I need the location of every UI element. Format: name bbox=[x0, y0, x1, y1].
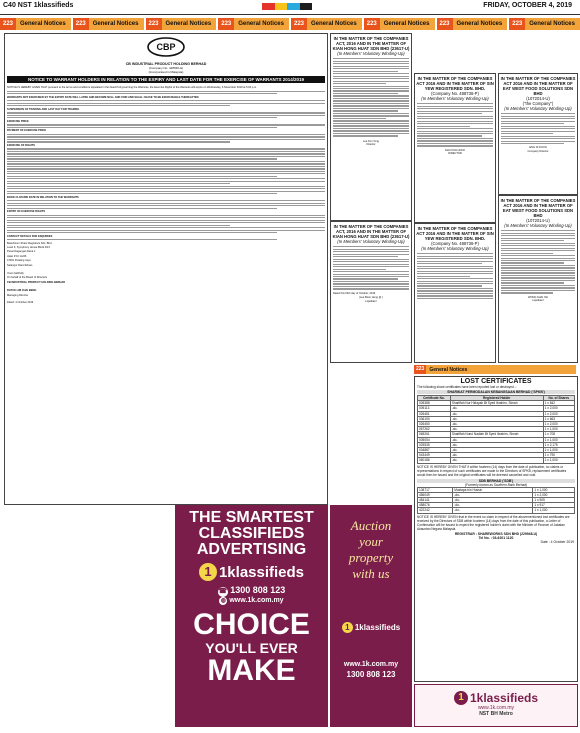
signer: GAN KOH HOCK bbox=[444, 148, 466, 152]
notice-eat-west-2 bbox=[498, 195, 578, 363]
table-row: 036190 -do- 1 x 663 bbox=[418, 416, 575, 421]
section-tab[interactable]: 223 General Notices bbox=[364, 18, 435, 30]
table-row: 034887 -do- 1 x 1,000 bbox=[418, 448, 575, 453]
signer-title: Managing Director bbox=[7, 293, 29, 297]
notice-sin-yew-1 bbox=[414, 73, 496, 223]
registrar-tel: Tel No. : 03-6201 1120 bbox=[478, 535, 514, 540]
table-row: 108717 Mustapa bin Hussin 1 x 1,000 bbox=[418, 487, 575, 492]
table-row: 060186 -do- 1 x 1,000 bbox=[418, 458, 575, 463]
notice-title: IN THE MATTER OF THE COMPANIES ACT 2016 AND IN THE MATTER OF SIN YEW REGISTERED SDN. BHD. bbox=[416, 226, 494, 241]
company-no: (Company No. 488736-P) bbox=[431, 91, 479, 96]
lost-section-title: SDB BERHAD ('SDB') bbox=[417, 479, 575, 483]
notice-sub: (In Members' Voluntary Winding-Up) bbox=[421, 96, 489, 101]
registrar-line: Jalan PJU 1A/46 bbox=[7, 254, 27, 258]
section-heading: CONTACT DETAILS FOR ENQUIRIES bbox=[7, 234, 53, 238]
signer: Lee Kim Yong bbox=[362, 139, 379, 143]
notice-kian-hong-huat-2 bbox=[330, 221, 412, 363]
ad-ever: YOU'LL EVER bbox=[205, 640, 298, 656]
page-header bbox=[0, 0, 580, 15]
notice-title: IN THE MATTER OF THE COMPANIES ACT, 2016 AND IN THE MATTER OF KIAN HONG HUAT SDN BHD (23617-U) bbox=[332, 36, 410, 51]
ad-auction-property[interactable] bbox=[330, 505, 412, 727]
table-row: 422242 -do- 1 x 1,000 bbox=[418, 508, 575, 513]
footer-url: www.1k.com.my bbox=[477, 705, 515, 711]
company-no: (1072014-U) bbox=[526, 218, 550, 223]
company-name: CB INDUSTRIAL PRODUCT HOLDING BERHAD bbox=[125, 62, 207, 66]
ad-line: property bbox=[348, 550, 394, 565]
section-tab[interactable]: 223 General Notices bbox=[218, 18, 289, 30]
ad-choice: CHOICE bbox=[193, 608, 310, 641]
company-no: (Company No. 428930-H) bbox=[148, 66, 184, 70]
section-heading: EXERCISE OF RIGHTS bbox=[7, 143, 35, 147]
ad-line: ADVERTISING bbox=[196, 541, 307, 558]
section-tab[interactable]: 223 General Notices bbox=[0, 18, 71, 30]
notice-title: IN THE MATTER OF THE COMPANIES ACT 2016 AND IN THE MATTER OF EAT WEST FOOD SOLUTIONS SDN BHD bbox=[500, 76, 576, 96]
notice-sub: (In Members' Voluntary Winding-Up) bbox=[421, 246, 489, 251]
company-no: (1072014-U) bbox=[526, 96, 550, 101]
registrar-line: Pusat Dagangan Dana 1 bbox=[7, 250, 36, 254]
ad-phone: 1300 808 123 bbox=[346, 670, 396, 679]
registrar-line: Selangor Darul Ehsan bbox=[7, 263, 33, 267]
lost-section-sub: (Formerly known as Southern Bank Berhad) bbox=[464, 482, 528, 487]
color-registration-bar bbox=[262, 3, 312, 10]
lost-notice-1: NOTICE IS HEREBY GIVEN THAT if within fourteen (14) days from the date of publication, no claims or representations in respect of such certificates are made to the Directors of SPKB, replacement certificates would then be issued and the original certificates will be deemed cancelled and void. bbox=[417, 464, 567, 477]
brand-name: 1klassifieds bbox=[354, 623, 401, 632]
table-row: 484141 -do- 1 x 505 bbox=[418, 498, 575, 503]
signer-role: Liquidator bbox=[365, 299, 377, 303]
lost-certificates-notice bbox=[414, 376, 578, 682]
signer-role: DIRECTOR bbox=[448, 152, 462, 156]
section-tab[interactable]: 223 General Notices bbox=[73, 18, 144, 30]
section-heading: EXPIRY OF EXERCISE RIGHTS bbox=[7, 210, 46, 214]
brand-logo bbox=[415, 691, 577, 705]
brand-name: 1klassifieds bbox=[218, 563, 305, 581]
lost-table-sdb bbox=[417, 487, 575, 514]
brand-logo bbox=[176, 563, 327, 581]
section-tab[interactable]: 223 General Notices bbox=[509, 18, 580, 30]
notice-body bbox=[5, 85, 327, 307]
ad-smartest-classifieds[interactable] bbox=[175, 505, 328, 727]
registrar-line: Boardroom Share Registrars Sdn. Bhd. bbox=[7, 241, 53, 245]
ad-line: CLASSIFIEDS bbox=[198, 525, 305, 542]
lost-notice-2: NOTICE IS HEREBY GIVEN that in the event no claim in respect of the abovementioned lost certificates are received by the Directors of SDB within fourteen (14) days from the date of this publication, a Letter of Confirmation will be issued to expect the registered holder's claim with the Minister of Finance of Jabatan Akauntan Negara Malaysia. bbox=[417, 514, 570, 531]
table-row: 026461 -do- 1 x 2,000 bbox=[418, 411, 575, 416]
table-row: 005388 Shariffah Nur Hidayah Bt Syed Ibrahim, Simah 1 x 842 bbox=[418, 401, 575, 406]
svg-text:CBP: CBP bbox=[156, 42, 176, 52]
signer: (Lee Boon Hong @ ) bbox=[359, 296, 383, 300]
registrar-line: Level 6, Symphony House Block D13 bbox=[7, 246, 50, 250]
sign-off: On behalf of the Board of Directors bbox=[7, 276, 48, 280]
notice-eat-west-1 bbox=[498, 73, 578, 195]
lost-section-tab: 223 General Notices bbox=[414, 365, 576, 374]
ad-make: MAKE bbox=[207, 654, 296, 687]
signer-role: Liquidator bbox=[532, 299, 544, 302]
globe-icon: ◍ bbox=[220, 598, 227, 604]
ad-url: ◍ www.1k.com.my bbox=[220, 597, 284, 604]
logo-1k-icon: 1 bbox=[199, 563, 217, 581]
lost-intro: The following share certificates have been reported lost or destroyed :- bbox=[417, 385, 517, 389]
ad-url: www.1k.com.my bbox=[343, 661, 399, 668]
section-tab[interactable]: 223 General Notices bbox=[291, 18, 362, 30]
notice-title: IN THE MATTER OF THE COMPANIES ACT 2016 AND IN THE MATTER OF EAT WEST FOOD SOLUTIONS SDN BHD bbox=[500, 198, 576, 218]
sign-off: CB INDUSTRIAL PRODUCT HOLDING BERHAD bbox=[7, 280, 66, 284]
incorporated: (Incorporated in Malaysia) bbox=[148, 70, 184, 74]
cbi-warrant-notice bbox=[4, 33, 328, 505]
section-tab[interactable]: 223 General Notices bbox=[146, 18, 217, 30]
company-no: (Company No. 488736-P) bbox=[431, 241, 479, 246]
signer: ENG NI FOON bbox=[529, 146, 547, 150]
dated: Dated: 4 October 2019 bbox=[7, 301, 34, 305]
cbi-logo-icon bbox=[146, 37, 186, 57]
table-row: 065261 Shariffah Nurul Nadiah Bt Syed Ibrahim, Simah 1 x 708 bbox=[418, 432, 575, 437]
notice-title: IN THE MATTER OF THE COMPANIES ACT 2016 AND IN THE MATTER OF SIN YEW REGISTERED SDN. BHD. bbox=[416, 76, 494, 91]
registrar-line: 47301 Petaling Jaya bbox=[7, 259, 31, 263]
table-row: 005113 -do- 1 x 2,000 bbox=[418, 406, 575, 411]
notice-title: IN THE MATTER OF THE COMPANIES ACT, 2016 AND IN THE MATTER OF KIAN HONG HUAT SDN BHD (23617-U) bbox=[332, 224, 410, 239]
notice-para: NOTICE IS HEREBY GIVEN THAT pursuant to the terms and conditions stipulated in the Deed Poll governing the Warrants, the Exercise Rights of the Warrants will expire on Wednesday, 6 November 2019 at 5.00 p.m. bbox=[7, 86, 257, 89]
logo-1k-icon: 1 bbox=[454, 691, 468, 705]
signer-name: DATUK LIM CHAI BENG bbox=[7, 289, 37, 293]
phone-icon: ☎ bbox=[218, 588, 228, 595]
notice-sub: (In Members' Voluntary Winding-Up) bbox=[504, 223, 572, 228]
dated: Dated this 04th day of October, 2019 bbox=[333, 291, 376, 295]
signer-role: Director bbox=[366, 142, 376, 146]
signer: WONG KHAI YEI bbox=[528, 295, 548, 299]
ad-line: your bbox=[359, 534, 383, 549]
table-row: 005054 -do- 1 x 1,000 bbox=[418, 437, 575, 442]
lost-section-title: SHARIKAT PERMODALAN KEBANGSAAN BERHAD ('SPKB') bbox=[417, 390, 575, 394]
company-tag: ("the Company") bbox=[522, 101, 554, 106]
section-heading: EXERCISE PRICE bbox=[7, 119, 29, 123]
ad-line: THE SMARTEST bbox=[189, 509, 314, 526]
notice-warning: WARRANTS NOT EXERCISED BY THE EXPIRY DATE WILL LAPSE AND BECOME NULL AND VOID AND SHALL CEASE TO BE EXERCISABLE THEREAFTER. bbox=[7, 95, 200, 99]
lost-date: Date : 4 October 2019 bbox=[540, 539, 574, 544]
notice-sub: (In Members' Voluntary Winding-Up) bbox=[337, 51, 405, 56]
notice-sin-yew-2 bbox=[414, 223, 496, 363]
notice-sub: (In Members' Voluntary Winding-Up) bbox=[504, 106, 572, 111]
ad-line: with us bbox=[352, 566, 390, 581]
brand-name: 1klassifieds bbox=[469, 691, 539, 705]
lost-table-spkb: Certificate No. Registered Holder No. of Shares 005388 Shariffah Nur Hidayah Bt Syed Ibrahim, Simah 1 x 842 005113 -do- 1 x 2,000 026461 -do- 1 x 2,000 036190 -do- 1 x 663 026450 -do- 1 x 2,000 057262 -do- 1 x 1,000 065261 Shariffah Nurul Nadiah Bt Syed Ibrahim, Simah 1 x 708 005054 -do- 1 x 1,000 025535 -do- 1 x 2,175 034887 -do- 1 x 1,000 043449 -do- 1 x 790 060186 -do- 1 x 1,000 bbox=[417, 395, 575, 464]
section-heading: BOOK CLOSURE DATE IN RELATION TO THE WARRANTS bbox=[7, 195, 79, 199]
lost-title: LOST CERTIFICATES bbox=[460, 378, 532, 385]
sign-off: Yours faithfully bbox=[7, 272, 24, 276]
ad-phone: ☎ 1300 808 123 bbox=[218, 585, 286, 595]
footer-brand-ad[interactable] bbox=[414, 684, 578, 727]
notice-title-bar: NOTICE TO WARRANT HOLDERS IN RELATION TO THE EXPIRY AND LAST DATE FOR THE EXERCISE OF WARRANTS 2014/2019 bbox=[7, 76, 325, 83]
page-header-left: C40 NST 1klassifieds bbox=[3, 2, 74, 9]
section-heading: SUSPENSION OF TRADING AND LAST DAY FOR TRADING bbox=[7, 107, 80, 111]
notice-sub: (In Members' Voluntary Winding-Up) bbox=[337, 239, 405, 244]
page-date: FRIDAY, OCTOBER 4, 2019 bbox=[483, 2, 572, 9]
registrar: REGISTRAR : SHAREWORKS SDN BHD (229948-U) bbox=[454, 531, 538, 536]
table-row: 043449 -do- 1 x 790 bbox=[418, 453, 575, 458]
table-row: 057262 -do- 1 x 1,000 bbox=[418, 427, 575, 432]
table-row: 026450 -do- 1 x 2,000 bbox=[418, 422, 575, 427]
table-row: 456049 -do- 1 x 2,000 bbox=[418, 492, 575, 497]
brand-logo bbox=[331, 622, 411, 633]
section-heading: PAYMENT OF EXERCISE PRICE bbox=[7, 129, 47, 133]
table-row: 025535 -do- 1 x 2,175 bbox=[418, 442, 575, 447]
table-row: 458076 -do- 1 x 917 bbox=[418, 503, 575, 508]
section-tabs bbox=[0, 18, 580, 30]
logo-1k-icon: 1 bbox=[342, 622, 353, 633]
ad-line: Auction bbox=[350, 518, 392, 533]
notice-kian-hong-huat-1 bbox=[330, 33, 412, 221]
footer-partners: NST BH Metro bbox=[479, 711, 513, 717]
signer-role: Company Director bbox=[527, 149, 549, 153]
section-tab[interactable]: 223 General Notices bbox=[437, 18, 508, 30]
